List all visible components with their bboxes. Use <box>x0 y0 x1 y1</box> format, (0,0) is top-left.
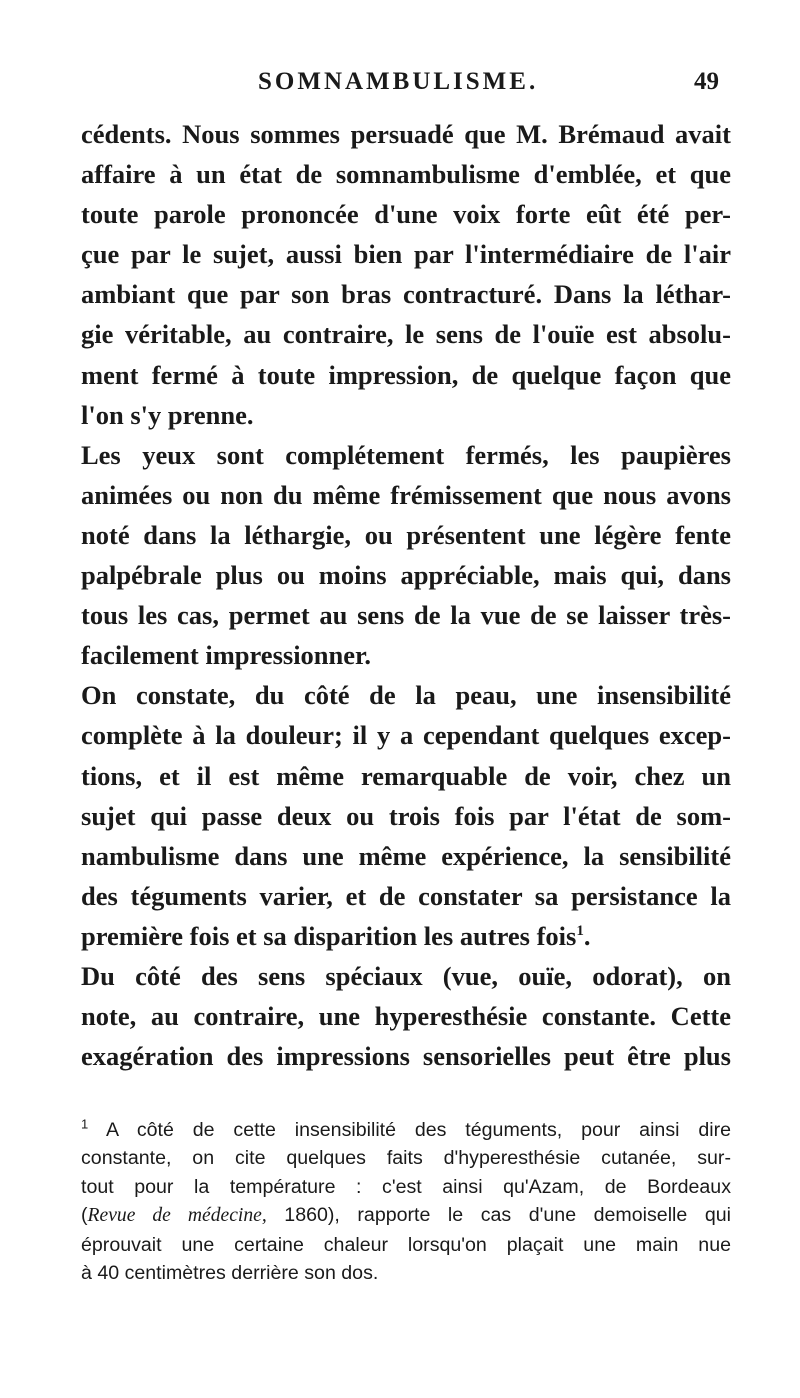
text-line: cédents. Nous sommes persuadé que M. Brémaud avait <box>81 119 731 149</box>
text-line: toute parole prononcée d'une voix forte eût été per- <box>81 199 731 230</box>
text-line: des téguments varier, et de constater sa persistance la <box>81 880 731 911</box>
text-line: note, au contraire, une hyperesthésie constante. Cette <box>81 1001 731 1032</box>
footnote-line <box>81 1116 731 1144</box>
text-line: affaire à un état de somnambulisme d'emblée, et que <box>81 159 731 190</box>
text-line: sujet qui passe deux ou trois fois par l'état de som- <box>81 800 731 831</box>
text-line: Du côté des sens spéciaux (vue, ouïe, odorat), on <box>81 960 731 991</box>
footnote-line: tout pour la température : c'est ainsi qu'Azam, de Bordeaux <box>81 1175 731 1198</box>
journal-title: Revue de médecine, <box>87 1205 267 1227</box>
footnote-line: à 40 centimètres derrière son dos. <box>81 1262 379 1285</box>
footnote-reference[interactable]: 1 <box>576 923 584 940</box>
text-line: l'on s'y prenne. <box>81 399 254 430</box>
text-line: noté dans la léthargie, ou présentent une légère fente <box>81 519 731 550</box>
text-line: ambiant que par son bras contracturé. Dans la léthar- <box>81 279 731 310</box>
text-fragment: A côté de cette insensibilité des téguments, pour ainsi dire <box>106 1119 731 1141</box>
text-fragment: ( <box>81 1204 88 1227</box>
text-line: facilement impressionner. <box>81 640 371 671</box>
footnote-line: constante, on cite quelques faits d'hyperesthésie cutanée, sur- <box>81 1147 731 1170</box>
text-line: tous les cas, permet au sens de la vue de se laisser très- <box>81 600 731 631</box>
footnote <box>81 1116 731 1287</box>
text-line: ment fermé à toute impression, de quelque façon que <box>81 359 731 390</box>
footnote-line: éprouvait une certaine chaleur lorsqu'on plaçait une main nue <box>81 1233 731 1256</box>
footnote-marker: 1 <box>81 1116 89 1132</box>
text-fragment: première fois et sa disparition les autres fois <box>81 920 577 951</box>
text-line: tions, et il est même remarquable de voir, chez un <box>81 760 731 791</box>
text-fragment: 1860), rapporte le cas d'une demoiselle qui <box>266 1204 731 1227</box>
text-line: nambulisme dans une même expérience, la sensibilité <box>81 840 731 871</box>
running-title: SOMNAMBULISME. <box>258 68 539 95</box>
running-head <box>0 68 800 104</box>
text-line: exagération des impressions sensorielles peut être plus <box>81 1041 731 1072</box>
text-fragment: . <box>583 920 591 951</box>
body-text <box>81 114 731 1076</box>
text-line: On constate, du côté de la peau, une insensibilité <box>81 680 731 711</box>
text-line: çue par le sujet, aussi bien par l'intermédiaire de l'air <box>81 239 731 270</box>
text-line: complète à la douleur; il y a cependant quelques excep- <box>81 720 731 751</box>
text-line: gie véritable, au contraire, le sens de l'ouïe est absolu- <box>81 319 731 350</box>
text-line: animées ou non du même frémissement que nous avons <box>81 479 731 510</box>
text-line: palpébrale plus ou moins appréciable, mais qui, dans <box>81 560 731 591</box>
text-line: Les yeux sont complétement fermés, les paupières <box>81 439 731 470</box>
text-line <box>81 916 731 956</box>
footnote-line <box>81 1201 731 1230</box>
page-number: 49 <box>694 68 719 95</box>
